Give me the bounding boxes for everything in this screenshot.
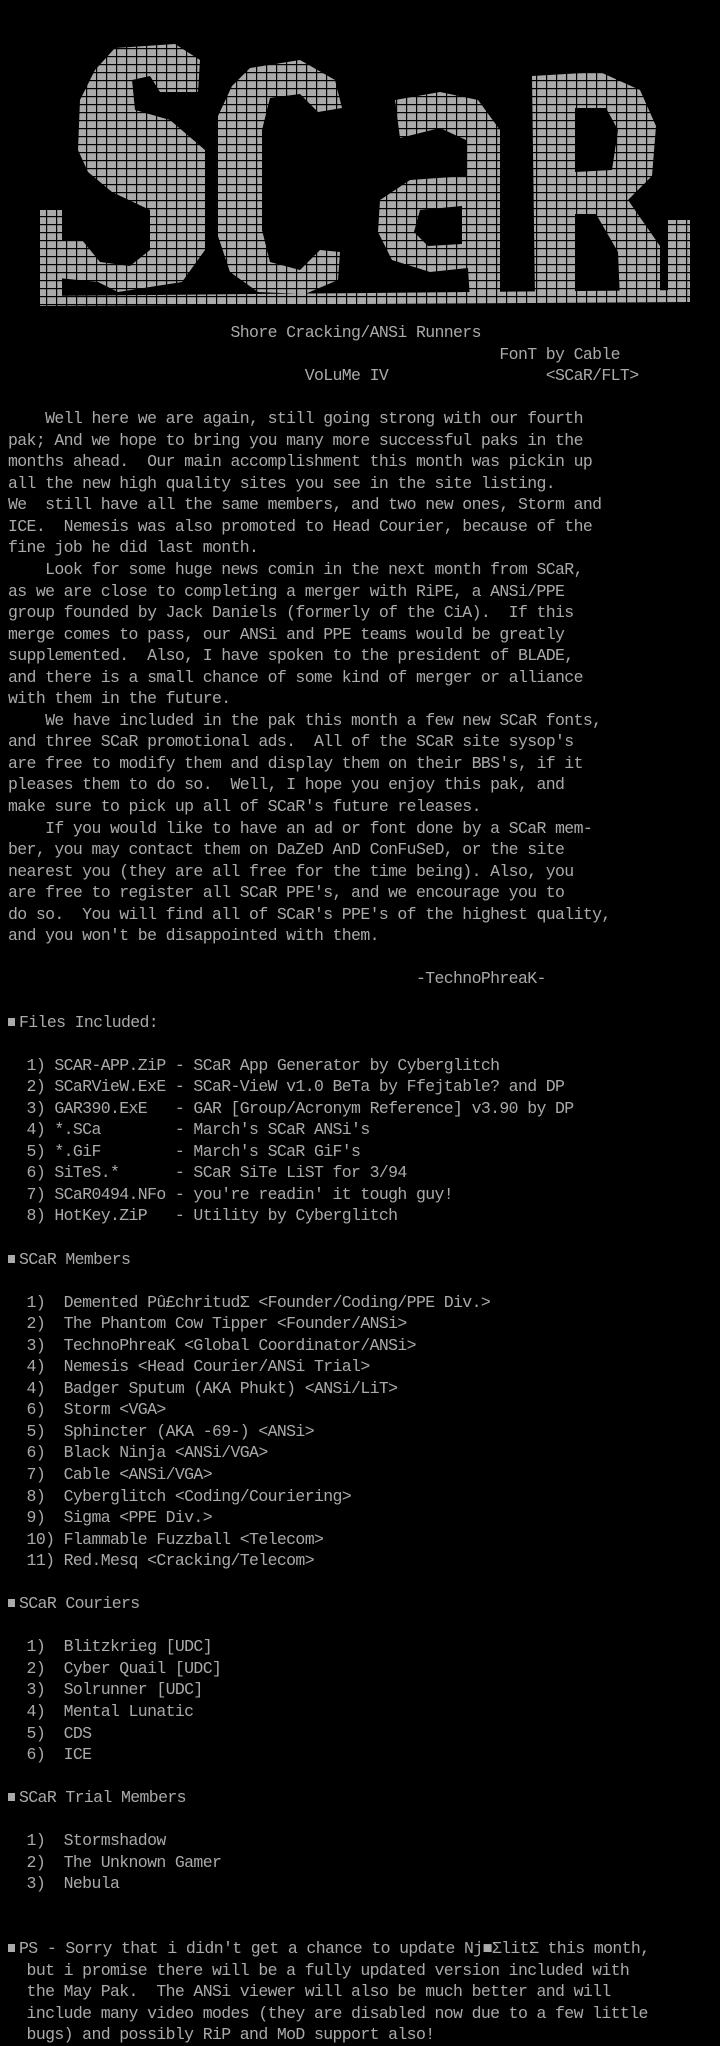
- section-bullet-icon: [8, 1944, 15, 1952]
- member-item-text: 10) Flammable Fuzzball <Telecom>: [8, 1529, 324, 1549]
- logo-left-bracket: [40, 210, 62, 300]
- section-bullet-icon: [8, 1599, 15, 1607]
- member-item: [8, 1464, 712, 1486]
- intro-line: [8, 430, 712, 452]
- intro-line-text: ICE. Nemesis was also promoted to Head Courier, because of the: [8, 516, 593, 536]
- logo-pixel-gap: [496, 40, 497, 310]
- logo-scanline: [0, 184, 720, 185]
- scar-logo: [0, 0, 720, 310]
- blank-line-text: [8, 1896, 17, 1915]
- logo-scanline: [0, 168, 720, 169]
- blank-line: [8, 947, 712, 969]
- intro-line-text: nearest you (they are all free for the time being). Also, you: [8, 861, 574, 881]
- file-item: [8, 1184, 712, 1206]
- intro-line: [8, 408, 712, 430]
- logo-pixel-gap: [46, 40, 47, 310]
- logo-scanline: [0, 88, 720, 89]
- logo-pixel-gap: [446, 40, 447, 310]
- file-item-text: 3) GAR390.ExE - GAR [Group/Acronym Reference] v3.90 by DP: [8, 1098, 574, 1118]
- intro-line-text: and you won't be disappointed with them.: [8, 926, 379, 946]
- intro-line-text: make sure to pick up all of SCaR's future releases.: [8, 797, 481, 817]
- courier-item: [8, 1701, 712, 1723]
- intro-line-text: Look for some huge news comin in the next month from SCaR,: [8, 560, 583, 580]
- intro-line-text: pak; And we hope to bring you many more successful paks in the: [8, 430, 583, 450]
- logo-pixel-gap: [246, 40, 247, 310]
- logo-pixel-gap: [386, 40, 387, 310]
- section-bullet-icon: [8, 1793, 15, 1801]
- logo-scanline: [0, 144, 720, 145]
- ps-line-text: the May Pak. The ANSi viewer will also be much better and will: [8, 1982, 611, 2002]
- logo-pixel-gap: [596, 40, 597, 310]
- trial-item: [8, 1830, 712, 1852]
- logo-scanline: [0, 264, 720, 265]
- section-bullet-icon: [8, 1255, 15, 1263]
- logo-pixel-gap: [36, 40, 37, 310]
- logo-pixel-gap: [526, 40, 527, 310]
- logo-pixel-gap: [406, 40, 407, 310]
- file-item-text: 6) SiTeS.* - SCaR SiTe LiST for 3/94: [8, 1163, 407, 1183]
- intro-line: [8, 473, 712, 495]
- intro-line-text: Well here we are again, still going strong with our fourth: [8, 409, 583, 429]
- logo-scanline: [0, 96, 720, 97]
- logo-pixel-gap: [116, 40, 117, 310]
- logo-pixel-gap: [606, 40, 607, 310]
- logo-pixel-gap: [296, 40, 297, 310]
- file-item-text: 7) SCaR0494.NFo - you're readin' it tough guy!: [8, 1184, 454, 1204]
- header-font-credit: [8, 344, 712, 366]
- file-item-text: 8) HotKey.ZiP - Utility by Cyberglitch: [8, 1206, 398, 1226]
- member-item: [8, 1507, 712, 1529]
- logo-scanline: [0, 112, 720, 113]
- ps-line: [8, 2024, 712, 2046]
- logo-pixel-gap: [396, 40, 397, 310]
- intro-line-text: with them in the future.: [8, 689, 231, 709]
- trial-item: [8, 1873, 712, 1895]
- files-heading-text: Files Included:: [19, 1012, 159, 1032]
- intro-line: [8, 861, 712, 883]
- logo-scanline: [0, 304, 720, 305]
- logo-scanline: [0, 296, 720, 297]
- member-item: [8, 1313, 712, 1335]
- member-item-text: 4) Nemesis <Head Courier/ANSi Trial>: [8, 1357, 370, 1377]
- logo-pixel-gap: [106, 40, 107, 310]
- blank-line-text: [8, 1573, 17, 1592]
- file-item: [8, 1162, 712, 1184]
- blank-line-text: [8, 948, 17, 967]
- logo-pixel-gap: [466, 40, 467, 310]
- intro-line-text: We still have all the same members, and two new ones, Storm and: [8, 495, 602, 515]
- logo-scanline: [0, 72, 720, 73]
- logo-pixel-gap: [576, 40, 577, 310]
- scar-logo-graphic: [0, 0, 720, 310]
- logo-pixel-gap: [56, 40, 57, 310]
- blank-line-text: [8, 1228, 17, 1247]
- courier-item-text: 1) Blitzkrieg [UDC]: [8, 1637, 212, 1657]
- trial-item-text: 3) Nebula: [8, 1874, 120, 1894]
- logo-pixel-gap: [156, 40, 157, 310]
- member-item-text: 1) Demented Pû£chritudΣ <Founder/Coding/PPE Div.>: [8, 1292, 491, 1312]
- intro-line: [8, 839, 712, 861]
- members-heading: [8, 1249, 712, 1271]
- logo-pixel-gap: [436, 40, 437, 310]
- blank-line: [8, 1572, 712, 1594]
- ps-line-text: bugs) and possibly RiP and MoD support also!: [8, 2025, 435, 2045]
- blank-line-text: [8, 1767, 17, 1786]
- intro-line: [8, 882, 712, 904]
- intro-line-text: We have included in the pak this month a few new SCaR fonts,: [8, 710, 602, 730]
- intro-line: [8, 645, 712, 667]
- couriers-heading: [8, 1593, 712, 1615]
- file-item: [8, 1098, 712, 1120]
- logo-scanline: [0, 120, 720, 121]
- intro-line: [8, 559, 712, 581]
- logo-pixel-gap: [346, 40, 347, 310]
- logo-pixel-gap: [316, 40, 317, 310]
- intro-line-text: are free to modify them and display them on their BBS's, if it: [8, 753, 583, 773]
- intro-line-text: do so. You will find all of SCaR's PPE's of the highest quality,: [8, 904, 611, 924]
- logo-scanline: [0, 56, 720, 57]
- courier-item: [8, 1679, 712, 1701]
- logo-pixel-gap: [376, 40, 377, 310]
- intro-line: [8, 710, 712, 732]
- logo-pixel-gap: [306, 40, 307, 310]
- intro-line: [8, 494, 712, 516]
- logo-pixel-gap: [216, 40, 217, 310]
- intro-line: [8, 925, 712, 947]
- logo-pixel-gap: [416, 40, 417, 310]
- logo-pixel-gap: [476, 40, 477, 310]
- logo-pixel-gap: [206, 40, 207, 310]
- logo-pixel-gap: [286, 40, 287, 310]
- intro-line-text: are free to register all SCaR PPE's, and we encourage you to: [8, 883, 565, 903]
- blank-line: [8, 1895, 712, 1917]
- intro-line: [8, 624, 712, 646]
- courier-item-text: 5) CDS: [8, 1723, 92, 1743]
- logo-pixel-gap: [86, 40, 87, 310]
- blank-line: [8, 1227, 712, 1249]
- file-item-text: 1) SCAR-APP.ZiP - SCaR App Generator by Cyberglitch: [8, 1055, 500, 1075]
- member-item: [8, 1292, 712, 1314]
- logo-pixel-gap: [186, 40, 187, 310]
- file-item: [8, 1119, 712, 1141]
- blank-line-text: [8, 1034, 17, 1053]
- member-item-text: 9) Sigma <PPE Div.>: [8, 1508, 212, 1528]
- intro-line: [8, 796, 712, 818]
- logo-pixel-gap: [76, 40, 77, 310]
- logo-pixel-gap: [676, 40, 677, 310]
- logo-scanline: [0, 104, 720, 105]
- intro-line: [8, 774, 712, 796]
- intro-line-text: and there is a small chance of some kind of merger or alliance: [8, 667, 583, 687]
- courier-item: [8, 1636, 712, 1658]
- member-item: [8, 1399, 712, 1421]
- logo-pixel-gap: [146, 40, 147, 310]
- logo-scanline: [0, 200, 720, 201]
- logo-pixel-gap: [236, 40, 237, 310]
- blank-line-text: [8, 991, 17, 1010]
- ps-line: [8, 1960, 712, 1982]
- logo-pixel-gap: [276, 40, 277, 310]
- file-item: [8, 1055, 712, 1077]
- logo-pixel-gap: [166, 40, 167, 310]
- logo-pixel-gap: [226, 40, 227, 310]
- intro-line-text: fine job he did last month.: [8, 538, 259, 558]
- logo-scanline: [0, 256, 720, 257]
- signature-text: -TechnoPhreaK-: [8, 969, 546, 989]
- file-item: [8, 1141, 712, 1163]
- logo-scanline: [0, 288, 720, 289]
- logo-scanline: [0, 64, 720, 65]
- ps-line: [8, 1938, 712, 1960]
- file-item-text: 5) *.GiF - March's SCaR GiF's: [8, 1141, 361, 1161]
- ps-line-text: PS - Sorry that i didn't get a chance to update Nj■ΣlitΣ this month,: [19, 1939, 650, 1959]
- trial-item: [8, 1852, 712, 1874]
- logo-pixel-gap: [506, 40, 507, 310]
- intro-line-text: If you would like to have an ad or font done by a SCaR mem-: [8, 818, 593, 838]
- intro-line-text: all the new high quality sites you see in the site listing.: [8, 473, 556, 493]
- member-item: [8, 1378, 712, 1400]
- courier-item: [8, 1658, 712, 1680]
- member-item: [8, 1486, 712, 1508]
- intro-line-text: merge comes to pass, our ANSi and PPE teams would be greatly: [8, 624, 565, 644]
- logo-pixel-gap: [646, 40, 647, 310]
- logo-scanline: [0, 152, 720, 153]
- logo-scanline: [0, 48, 720, 49]
- member-item: [8, 1550, 712, 1572]
- logo-pixel-gap: [686, 40, 687, 310]
- member-item-text: 3) TechnoPhreaK <Global Coordinator/ANSi>: [8, 1335, 416, 1355]
- member-item: [8, 1529, 712, 1551]
- intro-line-text: months ahead. Our main accomplishment this month was pickin up: [8, 452, 593, 472]
- header-volume-text: VoLuMe IV <SCaR/FLT>: [8, 366, 639, 386]
- logo-pixel-gap: [336, 40, 337, 310]
- ps-line: [8, 2003, 712, 2025]
- intro-line: [8, 602, 712, 624]
- logo-pixel-gap: [696, 40, 697, 310]
- section-bullet-icon: [8, 1018, 15, 1026]
- intro-line-text: ber, you may contact them on DaZeD AnD ConFuSeD, or the site: [8, 840, 565, 860]
- courier-item-text: 6) ICE: [8, 1745, 92, 1765]
- intro-line-text: and three SCaR promotional ads. All of the SCaR site sysop's: [8, 732, 574, 752]
- logo-pixel-gap: [426, 40, 427, 310]
- ps-line-text: include many video modes (they are disabled now due to a few little: [8, 2003, 648, 2023]
- intro-line-text: pleases them to do so. Well, I hope you enjoy this pak, and: [8, 775, 565, 795]
- blank-line-text: [8, 1616, 17, 1635]
- intro-line: [8, 451, 712, 473]
- header-title-text: Shore Cracking/ANSi Runners: [8, 323, 481, 342]
- files-heading: [8, 1012, 712, 1034]
- header-font-credit-text: FonT by Cable: [8, 344, 620, 364]
- member-item: [8, 1356, 712, 1378]
- logo-scanline: [0, 216, 720, 217]
- document-body: [8, 322, 712, 2046]
- blank-line-text: [8, 1810, 17, 1829]
- blank-line: [8, 1033, 712, 1055]
- logo-scanline: [0, 272, 720, 273]
- logo-pixel-gap: [196, 40, 197, 310]
- logo-pixel-gap: [656, 40, 657, 310]
- member-item-text: 7) Cable <ANSi/VGA>: [8, 1464, 212, 1484]
- logo-pixel-gap: [326, 40, 327, 310]
- logo-pixel-gap: [556, 40, 557, 310]
- blank-line: [8, 1615, 712, 1637]
- logo-scanline: [0, 176, 720, 177]
- courier-item-text: 4) Mental Lunatic: [8, 1702, 194, 1721]
- blank-line-text: [8, 388, 17, 407]
- member-item-text: 5) Sphincter (AKA -69-) <ANSi>: [8, 1421, 314, 1441]
- logo-pixel-gap: [176, 40, 177, 310]
- logo-pixel-gap: [266, 40, 267, 310]
- blank-line-text: [8, 1271, 17, 1290]
- intro-line: [8, 818, 712, 840]
- intro-line: [8, 537, 712, 559]
- courier-item-text: 2) Cyber Quail [UDC]: [8, 1658, 222, 1678]
- logo-pixel-gap: [586, 40, 587, 310]
- ps-line-text: but i promise there will be a fully updated version included with: [8, 1960, 630, 1980]
- file-item: [8, 1076, 712, 1098]
- logo-pixel-gap: [626, 40, 627, 310]
- trial-item-text: 2) The Unknown Gamer: [8, 1852, 222, 1872]
- logo-pixel-gap: [546, 40, 547, 310]
- member-item: [8, 1442, 712, 1464]
- logo-scanline: [0, 80, 720, 81]
- members-heading-text: SCaR Members: [19, 1249, 131, 1269]
- intro-line: [8, 688, 712, 710]
- intro-line-text: as we are close to completing a merger with RiPE, a ANSi/PPE: [8, 581, 565, 601]
- logo-pixel-gap: [136, 40, 137, 310]
- blank-line: [8, 1270, 712, 1292]
- blank-line: [8, 990, 712, 1012]
- intro-line: [8, 516, 712, 538]
- member-item: [8, 1335, 712, 1357]
- member-item-text: 11) Red.Mesq <Cracking/Telecom>: [8, 1551, 314, 1571]
- courier-item-text: 3) Solrunner [UDC]: [8, 1680, 203, 1700]
- courier-item: [8, 1723, 712, 1745]
- logo-underline: [40, 290, 690, 306]
- logo-pixel-gap: [66, 40, 67, 310]
- member-item-text: 6) Black Ninja <ANSi/VGA>: [8, 1443, 268, 1463]
- logo-scanline: [0, 208, 720, 209]
- member-item-text: 8) Cyberglitch <Coding/Couriering>: [8, 1486, 352, 1506]
- logo-pixel-gap: [636, 40, 637, 310]
- intro-line: [8, 731, 712, 753]
- member-item-text: 4) Badger Sputum (AKA Phukt) <ANSi/LiT>: [8, 1378, 398, 1398]
- blank-line: [8, 1916, 712, 1938]
- trial-heading: [8, 1787, 712, 1809]
- logo-scanline: [0, 136, 720, 137]
- intro-line: [8, 753, 712, 775]
- logo-pixel-gap: [126, 40, 127, 310]
- logo-scanline: [0, 224, 720, 225]
- logo-scanline: [0, 240, 720, 241]
- member-item-text: 2) The Phantom Cow Tipper <Founder/ANSi>: [8, 1314, 407, 1334]
- logo-pixel-gap: [456, 40, 457, 310]
- logo-pixel-gap: [666, 40, 667, 310]
- logo-scanline: [0, 192, 720, 193]
- logo-pixel-gap: [616, 40, 617, 310]
- intro-line: [8, 667, 712, 689]
- logo-pixel-gap: [366, 40, 367, 310]
- logo-pixel-gap: [356, 40, 357, 310]
- trial-heading-text: SCaR Trial Members: [19, 1788, 186, 1808]
- intro-line-text: supplemented. Also, I have spoken to the president of BLADE,: [8, 646, 574, 666]
- member-item: [8, 1421, 712, 1443]
- member-item-text: 6) Storm <VGA>: [8, 1400, 166, 1420]
- logo-pixel-gap: [96, 40, 97, 310]
- intro-line: [8, 904, 712, 926]
- trial-item-text: 1) Stormshadow: [8, 1831, 166, 1851]
- logo-pixel-gap: [516, 40, 517, 310]
- blank-line: [8, 387, 712, 409]
- logo-pixel-gap: [486, 40, 487, 310]
- blank-line: [8, 1766, 712, 1788]
- logo-scanline: [0, 160, 720, 161]
- signature: [8, 968, 712, 990]
- blank-line: [8, 1809, 712, 1831]
- logo-pixel-gap: [256, 40, 257, 310]
- header-title: [8, 322, 712, 344]
- header-volume: [8, 365, 712, 387]
- couriers-heading-text: SCaR Couriers: [19, 1594, 140, 1614]
- logo-scanline: [0, 40, 720, 41]
- file-item: [8, 1205, 712, 1227]
- file-item-text: 4) *.SCa - March's SCaR ANSi's: [8, 1120, 370, 1140]
- courier-item: [8, 1744, 712, 1766]
- logo-pixel-gap: [566, 40, 567, 310]
- logo-scanline: [0, 280, 720, 281]
- logo-pixel-gap: [536, 40, 537, 310]
- ps-line: [8, 1981, 712, 2003]
- intro-line: [8, 581, 712, 603]
- blank-line-text: [8, 1917, 17, 1936]
- file-item-text: 2) SCaRVieW.ExE - SCaR-VieW v1.0 BeTa by Ffejtable? and DP: [8, 1077, 565, 1097]
- logo-scanline: [0, 232, 720, 233]
- logo-scanline: [0, 128, 720, 129]
- logo-scanline: [0, 248, 720, 249]
- intro-line-text: group founded by Jack Daniels (formerly of the CiA). If this: [8, 603, 574, 623]
